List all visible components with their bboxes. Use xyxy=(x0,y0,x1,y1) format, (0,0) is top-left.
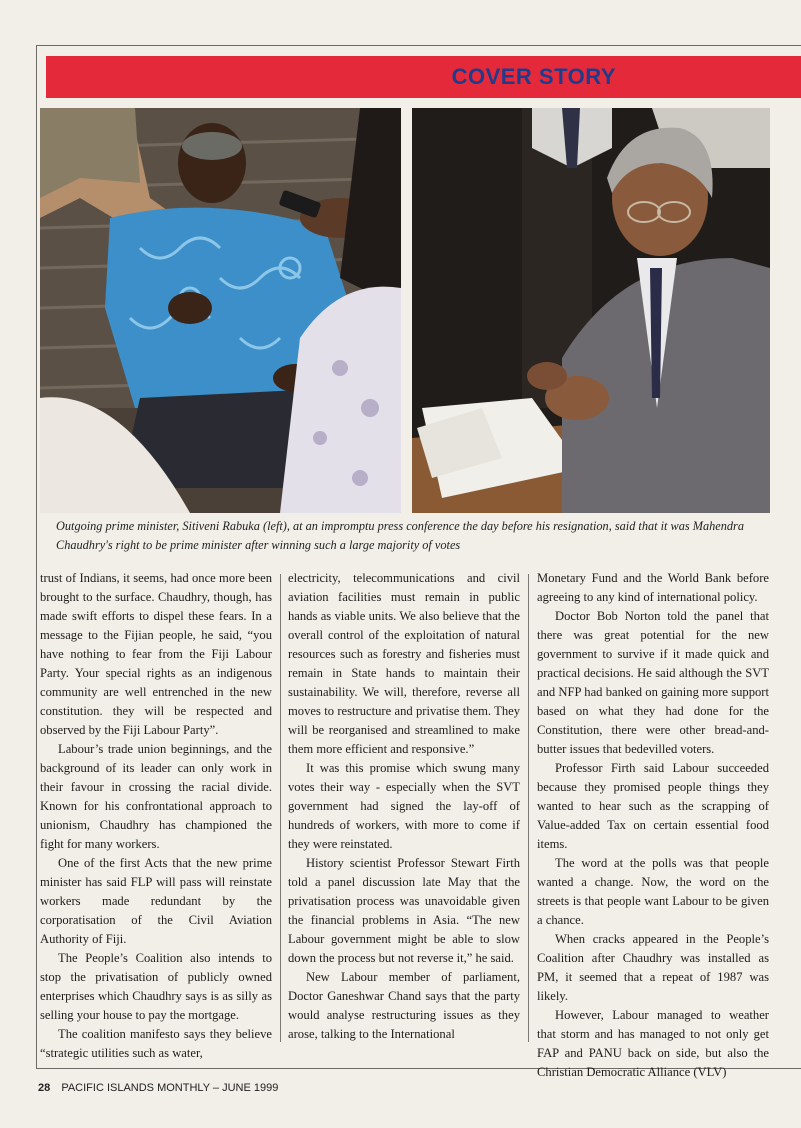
column-divider xyxy=(528,574,529,1042)
paragraph: electricity, telecommunications and civil aviation facilities must remain in public hands as viable units. We also believe that the overall control of the exploitation of natural resources such as forestry and fisheries must remain in State hands to maintain their sustainability. We will, therefore, reverse all moves to restructure and privatise them. They will be reorganised and streamlined to make them more efficient and responsive.” xyxy=(288,571,520,756)
page-number: 28 xyxy=(38,1082,51,1094)
photo-press-conference xyxy=(40,108,401,513)
photo-caption: Outgoing prime minister, Sitiveni Rabuka (left), at an impromptu press conference the day before his resignation, said that it was Mahendra Chaudhry's right to be prime minister after winning such a large majority of votes xyxy=(56,519,744,552)
article-column-2 xyxy=(288,569,520,1044)
paragraph: History scientist Professor Stewart Firth told a panel discussion late May that the privatisation process was unavoidable given the financial problems in Asia. “The new Labour government might be able to slow down the process but not reverse it,” he said. xyxy=(288,856,520,965)
paragraph: The People’s Coalition also intends to stop the privatisation of publicly owned enterprises which Chaudhry says is as silly as selling your house to pay the mortgage. xyxy=(40,951,272,1022)
paragraph: Professor Firth said Labour succeeded because they promised people things they wanted to hear such as the scrapping of Value-added Tax on certain essential food items. xyxy=(537,761,769,851)
paragraph: The coalition manifesto says they believe “strategic utilities such as water, xyxy=(40,1027,272,1060)
photo-signing xyxy=(412,108,770,513)
paragraph: One of the first Acts that the new prime minister has said FLP will pass will reinstate workers made redundant by the corporatisation of the Civil Aviation Authority of Fiji. xyxy=(40,856,272,946)
paragraph: However, Labour managed to weather that storm and has managed to not only get FAP and PANU back on side, but also the Christian Democratic Alliance (VLV) xyxy=(537,1008,769,1079)
publication-line: PACIFIC ISLANDS MONTHLY – JUNE 1999 xyxy=(61,1082,279,1094)
section-banner xyxy=(46,56,801,98)
paragraph: Monetary Fund and the World Bank before agreeing to any kind of international policy. xyxy=(537,571,769,604)
paragraph: Doctor Bob Norton told the panel that there was great potential for the new government to survive if it made quick and practical decisions. He said although the SVT and NFP had banked on gaining more support based on what they had done for the Constitution, there were other bread-and-butter issues that bedevilled voters. xyxy=(537,609,769,756)
column-divider xyxy=(280,574,281,1042)
article-column-1 xyxy=(40,569,272,1063)
article-column-3 xyxy=(537,569,769,1082)
paragraph: Labour’s trade union beginnings, and the background of its leader can only work in their favour in crossing the racial divide. Known for his confrontational approach to unionism, Chaudhry has championed the fight for many workers. xyxy=(40,742,272,851)
section-title: COVER STORY xyxy=(451,64,616,89)
page-footer xyxy=(38,1082,278,1094)
paragraph: When cracks appeared in the People’s Coalition after Chaudhry was installed as PM, it seemed that a repeat of 1987 was likely. xyxy=(537,932,769,1003)
paragraph: The word at the polls was that people wanted a change. Now, the word on the streets is that people want Labour to be given a chance. xyxy=(537,856,769,927)
paragraph: It was this promise which swung many votes their way - especially when the SVT government had signed the lay-off of hundreds of workers, with more to come if they were reinstated. xyxy=(288,761,520,851)
paragraph: New Labour member of parliament, Doctor Ganeshwar Chand says that the party would analyse restructuring issues as they arose, talking to the International xyxy=(288,970,520,1041)
paragraph: trust of Indians, it seems, had once more been brought to the surface. Chaudhry, though, has made swift efforts to dispel these fears. In a message to the Fijian people, he said, “you have nothing to fear from the Fiji Labour Party. Your special rights as an indigenous community are well entrenched in the new constitution. they will be respected and observed by the Fiji Labour Party”. xyxy=(40,571,272,737)
